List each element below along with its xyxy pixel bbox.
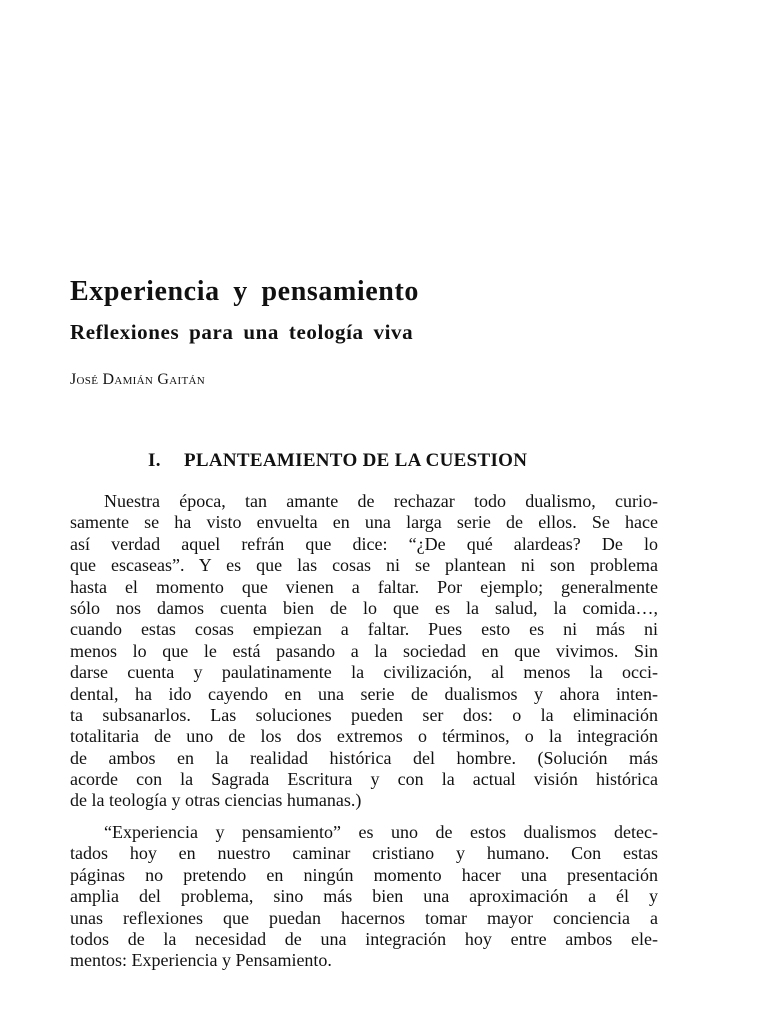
- paragraph-line: así verdad aquel refrán que dice: “¿De qué alardeas? De lo: [70, 533, 658, 554]
- section-heading: [148, 450, 527, 472]
- paragraph-line: darse cuenta y paulatinamente la civilización, al menos la occi-: [70, 662, 658, 683]
- paragraph-line: hasta el momento que vienen a faltar. Por ejemplo; generalmente: [70, 576, 658, 597]
- paragraph-line: menos lo que le está pasando a la sociedad en que vivimos. Sin: [70, 640, 658, 661]
- paragraph-line: ta subsanarlos. Las soluciones pueden ser dos: o la eliminación: [70, 704, 658, 725]
- paragraph-line: unas reflexiones que puedan hacernos tomar mayor conciencia a: [70, 907, 658, 928]
- body-paragraph-1: [70, 491, 658, 812]
- body-paragraph-2: [70, 822, 658, 972]
- paragraph-line: sólo nos damos cuenta bien de lo que es la salud, la comida…,: [70, 597, 658, 618]
- paragraph-line: totalitaria de uno de los dos extremos o términos, o la integración: [70, 726, 658, 747]
- article-author: José Damián Gaitán: [70, 371, 206, 388]
- article-title: Experiencia y pensamiento: [70, 276, 419, 307]
- paragraph-line: páginas no pretendo en ningún momento hacer una presentación: [70, 864, 658, 885]
- paragraph-line: de ambos en la realidad histórica del hombre. (Solución más: [70, 747, 658, 768]
- paragraph-line: samente se ha visto envuelta en una larga serie de ellos. Se hace: [70, 512, 658, 533]
- paragraph-line: de la teología y otras ciencias humanas.): [70, 790, 362, 811]
- paragraph-line: tados hoy en nuestro caminar cristiano y humano. Con estas: [70, 843, 658, 864]
- paragraph-line: dental, ha ido cayendo en una serie de dualismos y ahora inten-: [70, 683, 658, 704]
- paragraph-line: acorde con la Sagrada Escritura y con la actual visión histórica: [70, 769, 658, 790]
- section-title: PLANTEAMIENTO DE LA CUESTION: [184, 450, 528, 471]
- paragraph-line: que escaseas”. Y es que las cosas ni se plantean ni son problema: [70, 555, 658, 576]
- paragraph-line: mentos: Experiencia y Pensamiento.: [70, 950, 332, 971]
- paragraph-line: amplia del problema, sino más bien una aproximación a él y: [70, 886, 658, 907]
- section-number: I.: [148, 450, 161, 471]
- paragraph-line: “Experiencia y pensamiento” es uno de estos dualismos detec-: [104, 822, 658, 842]
- paragraph-line: cuando estas cosas empiezan a faltar. Pues esto es ni más ni: [70, 619, 658, 640]
- article-subtitle: Reflexiones para una teología viva: [70, 320, 414, 344]
- paragraph-line: todos de la necesidad de una integración hoy entre ambos ele-: [70, 928, 658, 949]
- paragraph-line: Nuestra época, tan amante de rechazar todo dualismo, curio-: [104, 491, 658, 511]
